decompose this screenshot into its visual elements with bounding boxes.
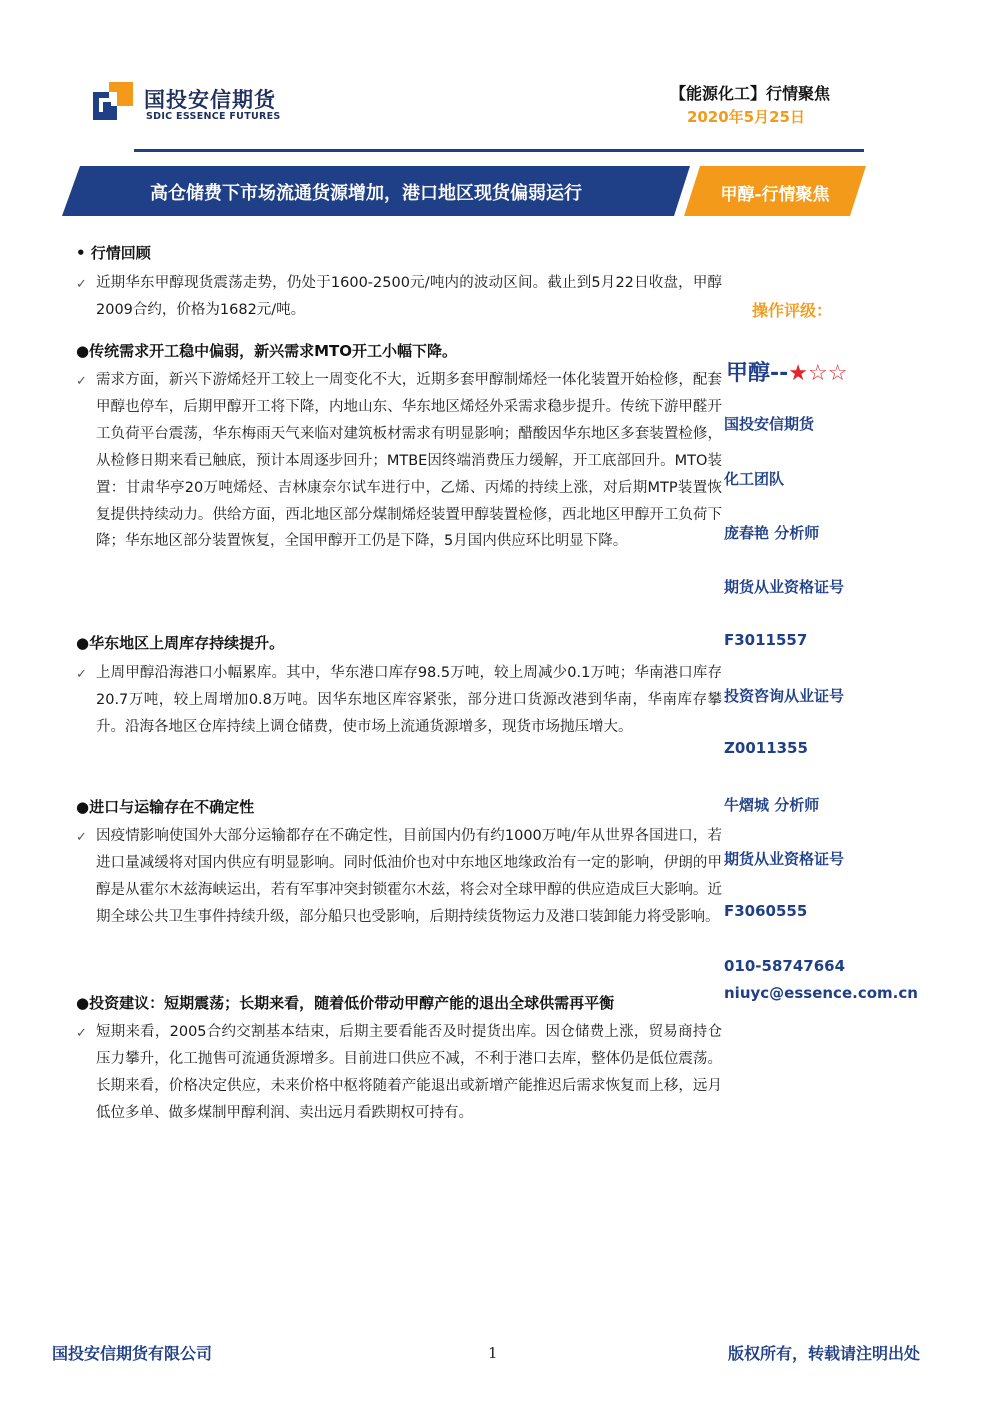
check-icon: ✓ [76, 1026, 87, 1041]
section-paragraph: 上周甲醇沿海港口小幅累库。其中，华东港口库存98.5万吨，较上周减少0.1万吨；华南港口库存20.7万吨，较上周增加0.8万吨。因华东地区库容紧张，部分进口货源改港到华南，华南库存攀升。沿海各地区仓库持续上调仓储费，使市场上流通货源增多，现货市场抛压增大。 [96, 665, 722, 735]
logo-chinese-name: 国投安信期货 [144, 88, 276, 112]
check-icon: ✓ [76, 277, 87, 292]
cert-number: F3011557 [724, 631, 808, 649]
section-paragraph: 短期来看，2005合约交割基本结束，后期主要看能否及时提货出库。因仓储费上涨，贸易商持仓压力攀升，化工抛售可流通货源增多。目前进口供应不减，不利于港口去库，整体仍是低位震荡。长期来看，价格决定供应，未来价格中枢将随着产能退出或新增产能推迟后需求恢复而上移，远月低位多单、做多煤制甲醇利润、卖出远月看跌期权可持有。 [96, 1024, 722, 1121]
section-paragraph: 需求方面，新兴下游烯烃开工较上一周变化不大，近期多套甲醇制烯烃一体化装置开始检修，配套甲醇也停车，后期甲醇开工将下降，内地山东、华东地区烯烃外采需求稳步提升。传统下游甲醛开工负荷平台震荡，华东梅雨天气来临对建筑板材需求有明显影响；醋酸因华东地区多套装置检修，从检修日期来看已触底，预计本周逐步回升；MTBE因终端消费压力缓解，开工底部回升。MTO装置：甘肃华亭20万吨烯烃、吉林康奈尔试车进行中，乙烯、丙烯的持续上涨，对后期MTP装置恢复提供持续动力。供给方面，西北地区部分煤制烯烃装置甲醇装置检修，西北地区甲醇开工负荷下降；华东地区部分装置恢复，全国甲醇开工仍是下降，5月国内供应环比明显下降。 [96, 372, 722, 550]
section-heading: ●投资建议：短期震荡；长期来看，随着低价带动甲醇产能的退出全球供需再平衡 [76, 994, 615, 1012]
report-category: 【能源化工】行情聚焦 [669, 84, 830, 103]
section-paragraph: 因疫情影响使国外大部分运输都存在不确定性，目前国内仍有约1000万吨/年从世界各国进口，若进口量减缓将对国内供应有明显影响。同时低油价也对中东地区地缘政治有一定的影响，伊朗的甲醇是从霍尔木兹海峡运出，若有军事冲突封锁霍尔木兹，将会对全球甲醇的供应造成巨大影响。近期全球公共卫生事件持续升级，部分船只也受影响，后期持续货物运力及港口装卸能力将受影响。 [96, 828, 722, 925]
header-divider [134, 149, 864, 152]
contact-phone: 010-58747664 [724, 957, 846, 975]
contact-email[interactable]: niuyc@essence.com.cn [724, 984, 918, 1002]
company-logo-icon [93, 82, 133, 120]
check-icon: ✓ [76, 667, 87, 682]
invest-cert-label: 投资咨询从业证号 [724, 687, 845, 705]
invest-cert-number: Z0011355 [724, 739, 808, 757]
footer-company: 国投安信期货有限公司 [52, 1344, 213, 1363]
section-heading: ●传统需求开工稳中偏弱，新兴需求MTO开工小幅下降。 [76, 342, 458, 360]
star-filled-icon: ★ [788, 361, 808, 386]
cert-label: 期货从业资格证号 [724, 578, 845, 596]
section-heading: ●进口与运输存在不确定性 [76, 798, 255, 816]
star-empty-icon: ☆☆ [808, 361, 848, 386]
section-heading: • 行情回顾 [76, 244, 151, 262]
report-headline: 高仓储费下市场流通货源增加，港口地区现货偏弱运行 [150, 183, 582, 204]
section-heading: ●华东地区上周库存持续提升。 [76, 634, 285, 652]
rating-product: 甲醇-- [726, 361, 789, 386]
analyst-name: 庞春艳 分析师 [724, 524, 820, 542]
page-number: 1 [488, 1344, 498, 1362]
sidebar-company: 国投安信期货 [724, 415, 815, 433]
product-tag: 甲醇-行情聚焦 [720, 185, 830, 205]
report-date: 2020年5月25日 [686, 108, 805, 126]
section-paragraph: 近期华东甲醇现货震荡走势，仍处于1600-2500元/吨内的波动区间。截止到5月22日收盘，甲醇2009合约，价格为1682元/吨。 [96, 275, 722, 318]
cert-number: F3060555 [724, 902, 808, 920]
analyst-name: 牛熠城 分析师 [724, 796, 820, 814]
sidebar-team: 化工团队 [724, 470, 785, 488]
product-rating [726, 356, 847, 387]
logo-english-name: SDIC ESSENCE FUTURES [146, 111, 281, 122]
operation-rating-label: 操作评级： [752, 301, 833, 320]
footer-copyright: 版权所有，转载请注明出处 [728, 1344, 921, 1363]
cert-label: 期货从业资格证号 [724, 850, 845, 868]
check-icon: ✓ [76, 830, 87, 845]
check-icon: ✓ [76, 374, 87, 389]
